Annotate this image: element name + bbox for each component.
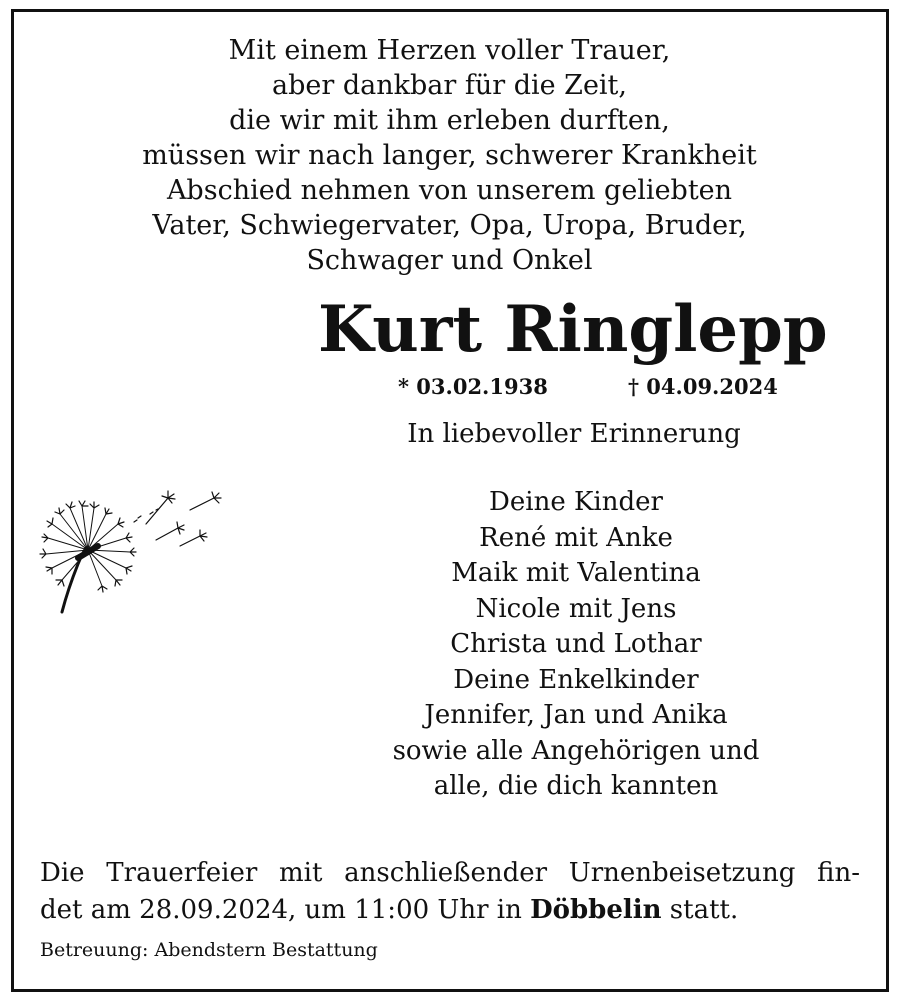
undertaker-credit: Betreuung: Abendstern Bestattung	[40, 939, 378, 961]
deceased-name: Kurt Ringlepp	[318, 292, 828, 367]
intro-line: aber dankbar für die Zeit,	[271, 70, 627, 101]
mourner-line: alle, die dich kannten	[433, 771, 719, 801]
mourner-line: Christa und Lothar	[450, 629, 702, 659]
memory-text: In liebevoller Erinnerung	[407, 419, 741, 449]
dandelion-icon	[38, 484, 233, 619]
intro-line: die wir mit ihm erleben durften,	[229, 105, 670, 136]
mourner-line: Jennifer, Jan und Anika	[424, 700, 728, 730]
intro-text	[0, 33, 899, 278]
funeral-info	[40, 855, 860, 929]
funeral-line-2-prefix: det am 28.09.2024, um 11:00 Uhr in	[40, 895, 531, 925]
mourners-list	[370, 485, 782, 805]
mourner-line: René mit Anke	[479, 522, 673, 553]
funeral-place: Döbbelin	[530, 895, 662, 925]
intro-line: müssen wir nach langer, schwerer Krankheit	[142, 140, 757, 171]
mourner-line: Nicole mit Jens	[475, 593, 677, 624]
mourner-line: sowie alle Angehörigen und	[392, 735, 760, 766]
funeral-line-2	[40, 892, 860, 929]
intro-line: Vater, Schwiegervater, Opa, Uropa, Bruder,	[152, 210, 747, 241]
intro-line: Mit einem Herzen voller Trauer,	[228, 35, 671, 66]
intro-line: Abschied nehmen von unserem geliebten	[166, 175, 733, 206]
funeral-line-1: Die Trauerfeier mit anschließender Urnenbeisetzung fin-	[40, 858, 860, 888]
mourner-line: Deine Enkelkinder	[453, 664, 699, 695]
intro-line: Schwager und Onkel	[306, 245, 593, 276]
mourner-line: Deine Kinder	[489, 487, 663, 517]
funeral-line-2-suffix: statt.	[661, 895, 739, 925]
birth-date: * 03.02.1938	[398, 374, 548, 399]
death-date: † 04.09.2024	[628, 374, 778, 399]
mourner-line: Maik mit Valentina	[451, 558, 701, 588]
